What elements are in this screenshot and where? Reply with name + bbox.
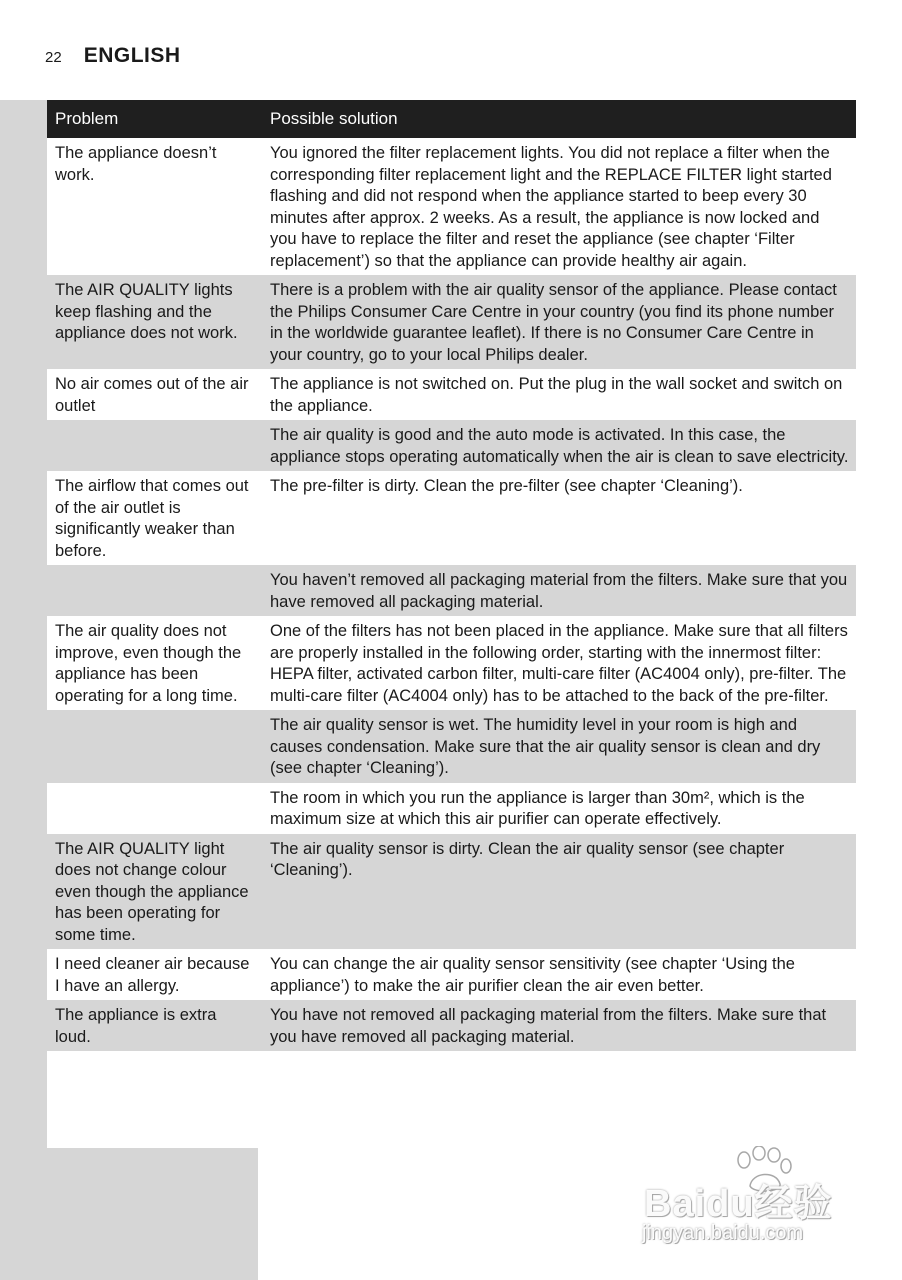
table-row xyxy=(47,275,856,369)
problem-cell: No air comes out of the air outlet xyxy=(47,369,262,420)
table-row xyxy=(47,783,856,834)
solution-cell: You have not removed all packaging material from the filters. Make sure that you have removed all packaging material. xyxy=(262,1000,856,1051)
solution-cell: The pre-filter is dirty. Clean the pre-filter (see chapter ‘Cleaning’). xyxy=(262,471,856,565)
solution-cell: The air quality is good and the auto mode is activated. In this case, the appliance stops operating automatically when the air is clean to save electricity. xyxy=(262,420,856,471)
problem-cell: The air quality does not improve, even though the appliance has been operating for a long time. xyxy=(47,616,262,710)
problem-cell: The appliance is extra loud. xyxy=(47,1000,262,1051)
table-row xyxy=(47,834,856,950)
left-margin-band xyxy=(0,100,47,1280)
page-number: 22 xyxy=(45,49,62,66)
table-row xyxy=(47,138,856,275)
table-row xyxy=(47,420,856,471)
solution-cell: You can change the air quality sensor sensitivity (see chapter ‘Using the appliance’) to make the air purifier clean the air even better. xyxy=(262,949,856,1000)
table-header-row xyxy=(47,100,856,138)
troubleshooting-table xyxy=(47,100,856,1051)
baidu-watermark xyxy=(638,1150,858,1250)
solution-cell: The air quality sensor is dirty. Clean the air quality sensor (see chapter ‘Cleaning’). xyxy=(262,834,856,950)
solution-column-header: Possible solution xyxy=(262,100,856,138)
table-row xyxy=(47,369,856,420)
watermark-url: jingyan.baidu.com xyxy=(642,1222,804,1244)
watermark-logo-text: Baidu经验 xyxy=(644,1183,833,1225)
bottom-margin-band xyxy=(0,1148,258,1280)
table-row xyxy=(47,565,856,616)
problem-cell: The airflow that comes out of the air outlet is significantly weaker than before. xyxy=(47,471,262,565)
solution-cell: There is a problem with the air quality sensor of the appliance. Please contact the Philips Consumer Care Centre in your country (you find its phone number in the worldwide guarantee leaflet). If there is no Consumer Care Centre in your country, go to your local Philips dealer. xyxy=(262,275,856,369)
problem-cell xyxy=(47,710,262,783)
table-row xyxy=(47,471,856,565)
solution-cell: One of the filters has not been placed in the appliance. Make sure that all filters are properly installed in the following order, starting with the innermost filter: HEPA filter, activated carbon filter, multi-care filter (AC4004 only), pre-filter. The multi-care filter (AC4004 only) has to be attached to the back of the pre-filter. xyxy=(262,616,856,710)
solution-cell: The room in which you run the appliance is larger than 30m², which is the maximum size at which this air purifier can operate effectively. xyxy=(262,783,856,834)
page-header xyxy=(45,44,181,74)
problem-cell: The AIR QUALITY lights keep flashing and the appliance does not work. xyxy=(47,275,262,369)
problem-cell: The AIR QUALITY light does not change colour even though the appliance has been operating for some time. xyxy=(47,834,262,950)
table-row xyxy=(47,1000,856,1051)
problem-cell xyxy=(47,420,262,471)
table-row xyxy=(47,710,856,783)
table-row xyxy=(47,616,856,710)
page-language-title: ENGLISH xyxy=(83,44,181,67)
problem-cell: The appliance doesn’t work. xyxy=(47,138,262,275)
problem-cell xyxy=(47,565,262,616)
solution-cell: The air quality sensor is wet. The humidity level in your room is high and causes condensation. Make sure that the air quality sensor is clean and dry (see chapter ‘Cleaning’). xyxy=(262,710,856,783)
solution-cell: You ignored the filter replacement lights. You did not replace a filter when the corresponding filter replacement light and the REPLACE FILTER light started flashing and did not respond when the appliance started to beep every 30 minutes after approx. 2 weeks. As a result, the appliance is now locked and you have to replace the filter and reset the appliance (see chapter ‘Filter replacement’) so that the appliance can provide healthy air again. xyxy=(262,138,856,275)
problem-cell xyxy=(47,783,262,834)
solution-cell: The appliance is not switched on. Put the plug in the wall socket and switch on the appliance. xyxy=(262,369,856,420)
solution-cell: You haven’t removed all packaging material from the filters. Make sure that you have removed all packaging material. xyxy=(262,565,856,616)
problem-cell: I need cleaner air because I have an allergy. xyxy=(47,949,262,1000)
problem-column-header: Problem xyxy=(47,100,262,138)
table-row xyxy=(47,949,856,1000)
